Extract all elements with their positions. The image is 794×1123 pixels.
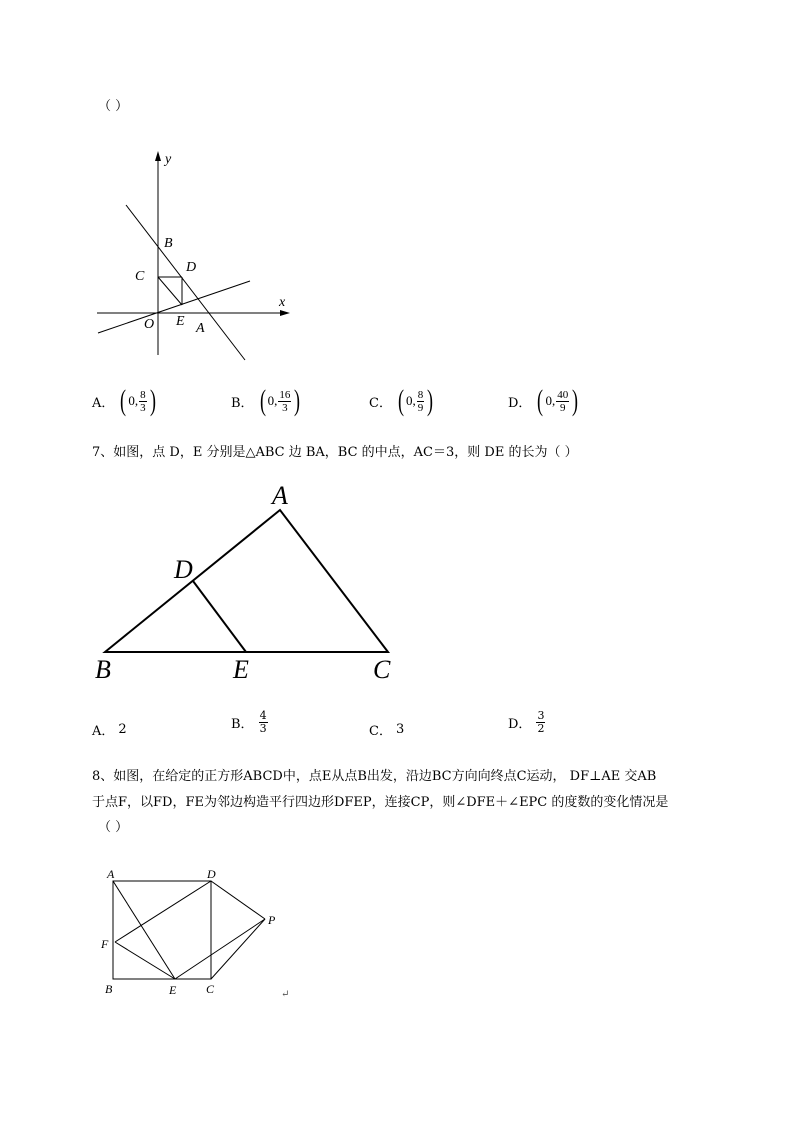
q6-option-a: A． ( 0, $\frac{8}{3}$ ) [92, 384, 156, 417]
line-oe [98, 281, 250, 333]
label-d: D [207, 867, 216, 881]
x-axis-arrow [280, 310, 290, 316]
coordinate-figure [90, 145, 300, 365]
segment-ae [113, 881, 175, 979]
label-c: C [135, 269, 145, 284]
segment-dp [211, 881, 265, 919]
q7-question: 7、如图，点 D，E 分别是△ABC 边 BA，BC 的中点，AC＝3，则 DE 的长为（ ） [92, 445, 578, 460]
segment-ce [158, 277, 182, 305]
q7-option-a: A． 2 [92, 722, 127, 739]
return-mark-icon: ↵ [281, 989, 290, 1000]
triangle-abc [105, 510, 388, 652]
segment-fe [115, 942, 175, 979]
label-b: B [164, 236, 173, 251]
label-f: F [101, 937, 109, 951]
q6-option-b: B． ( 0, $\frac{16}{3}$ ) [231, 384, 301, 417]
segment-ep [175, 919, 265, 979]
label-p: P [268, 913, 276, 927]
y-axis-arrow [155, 151, 161, 161]
label-b: B [95, 655, 111, 684]
label-c: C [206, 982, 215, 996]
label-a: A [196, 321, 205, 336]
q6-option-c: C． ( 0, $\frac{8}{9}$ ) [369, 384, 434, 417]
segment-de [193, 581, 246, 652]
triangle-figure [90, 478, 410, 688]
q6-option-d: D． ( 0, $\frac{40}{9}$ ) [508, 384, 579, 417]
label-a: A [107, 867, 115, 881]
label-o: O [144, 317, 155, 332]
label-y: y [165, 152, 172, 167]
label-d: D [186, 260, 197, 275]
segment-df [115, 881, 211, 942]
label-e: E [176, 314, 185, 329]
label-e: E [169, 983, 177, 997]
label-e: E [233, 655, 249, 684]
q8-answer-bracket: （ ） [98, 820, 129, 835]
q7-option-c: C． 3 [369, 722, 405, 739]
label-b: B [105, 982, 113, 996]
label-c: C [373, 655, 391, 684]
label-a: A [272, 481, 288, 510]
square-figure [95, 862, 305, 1007]
q7-option-d: D． $\frac{3}{2}$ [508, 709, 545, 735]
q8-question-line1: 8、如图，在给定的正方形ABCD中，点E从点B出发，沿边BC方向向终点C运动， DF⊥AE 交AB [92, 769, 657, 784]
q6-answer-bracket: （ ） [98, 99, 129, 114]
q8-question-line2: 于点F，以FD，FE为邻边构造平行四边形DFEP，连接CP，则∠DFE＋∠EPC 的度数的变化情况是 [92, 795, 669, 810]
label-x: x [279, 295, 286, 310]
q7-option-b: B． $\frac{4}{3}$ [231, 709, 267, 735]
label-d: D [174, 555, 193, 584]
